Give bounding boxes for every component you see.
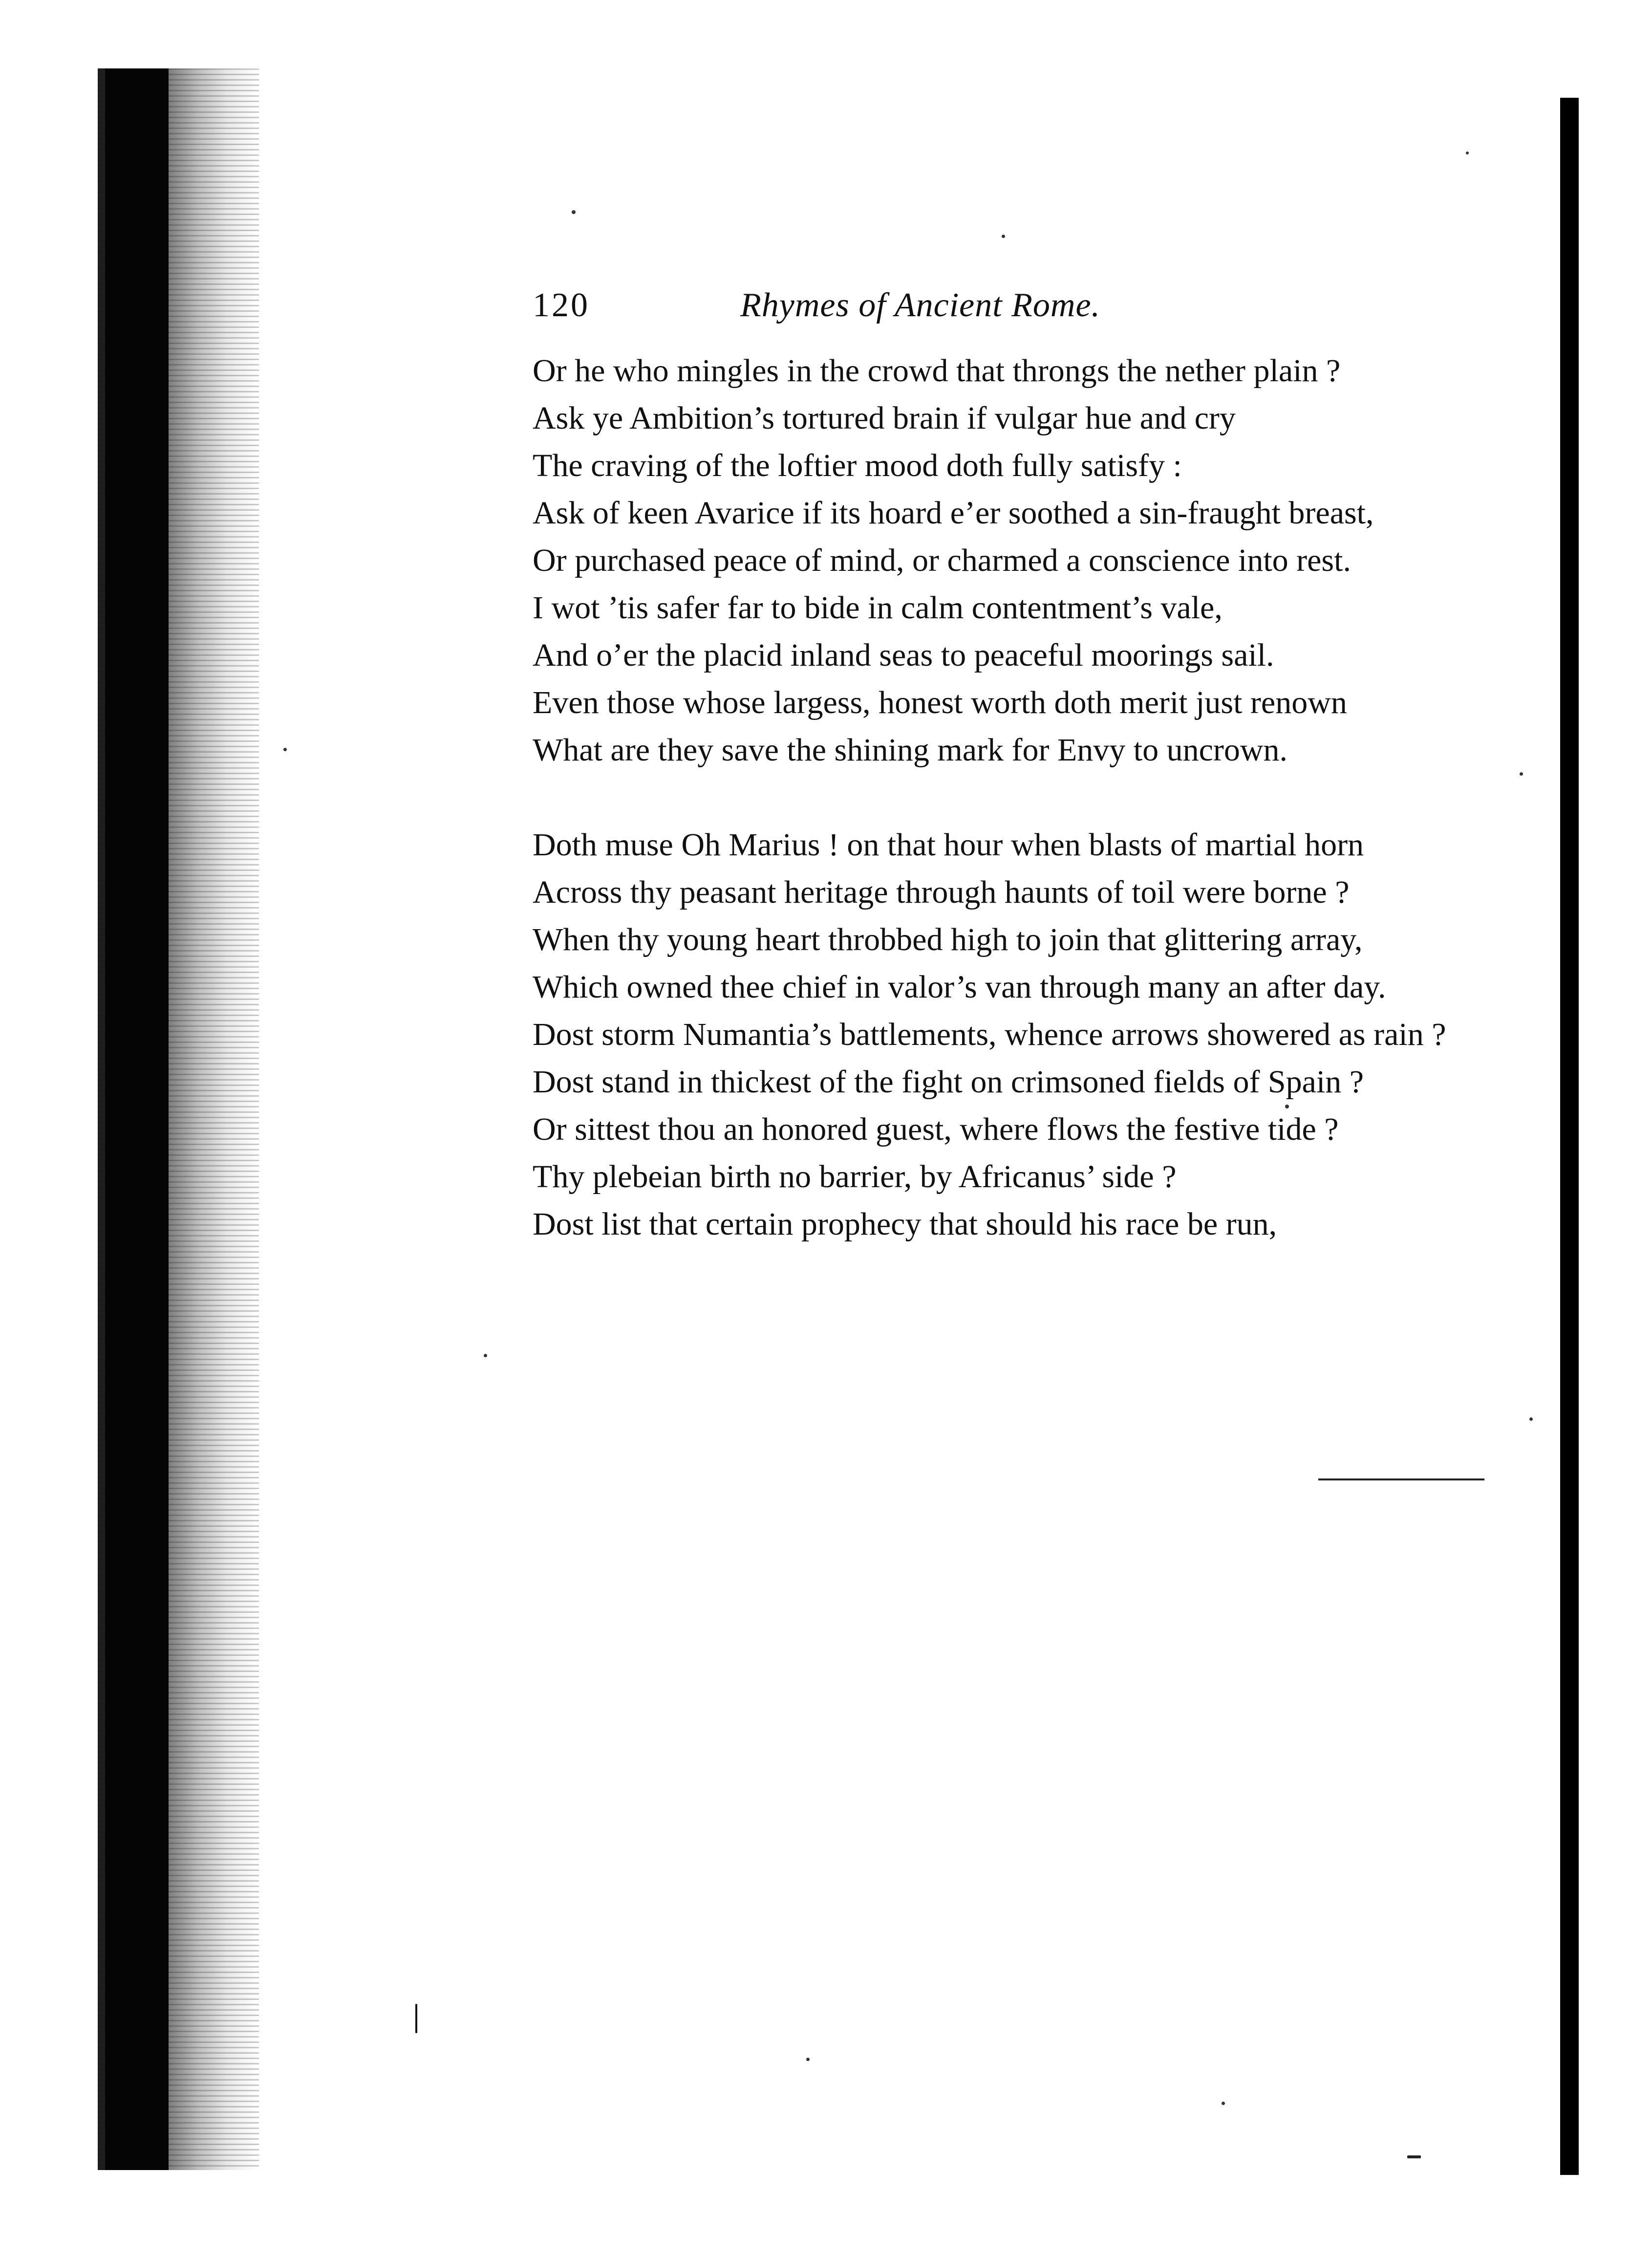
stanza [533,347,1451,774]
verse-line: Ask of keen Avarice if its hoard e’er soothed a sin-fraught breast, [533,495,1374,531]
scan-left-binding-strip [105,68,169,2170]
running-head [513,286,1441,330]
verse-line: Ask ye Ambition’s tortured brain if vulgar hue and cry [533,400,1236,436]
verse-line: And o’er the placid inland seas to peaceful moorings sail. [533,637,1274,673]
verse-line: Which owned thee chief in valor’s van through many an after day. [533,969,1386,1005]
running-title: Rhymes of Ancient Rome. [740,286,1101,324]
verse-line: Dost stand in thickest of the fight on crimsoned fields of Spain ? [533,1064,1364,1100]
verse-line: Or purchased peace of mind, or charmed a conscience into rest. [533,543,1351,578]
verse-line: I wot ’tis safer far to bide in calm contentment’s vale, [533,590,1223,626]
verse-line: When thy young heart throbbed high to join that glittering array, [533,922,1363,957]
verse-line: Or he who mingles in the crowd that throngs the nether plain ? [533,353,1341,389]
verse-line: Thy plebeian birth no barrier, by Africanus’ side ? [533,1159,1177,1195]
verse-line: Even those whose largess, honest worth doth merit just renown [533,685,1347,720]
book-page [513,274,1446,1984]
poem-body [533,347,1451,1248]
verse-line: Dost list that certain prophecy that should his race be run, [533,1206,1277,1242]
verse-line: Across thy peasant heritage through haunts of toil were borne ? [533,874,1350,910]
verse-line: What are they save the shining mark for Envy to uncrown. [533,732,1288,768]
verse-line: Doth muse Oh Marius ! on that hour when blasts of martial horn [533,827,1364,863]
verse-line: Dost storm Numantia’s battlements, whence arrows showered as rain ? [533,1017,1446,1052]
page-number: 120 [533,286,590,324]
scan-right-edge-bar [1560,98,1579,2175]
verse-line: The craving of the loftier mood doth fully satisfy : [533,448,1182,483]
stanza [533,821,1451,1248]
verse-line: Or sittest thou an honored guest, where flows the festive tide ? [533,1111,1339,1147]
